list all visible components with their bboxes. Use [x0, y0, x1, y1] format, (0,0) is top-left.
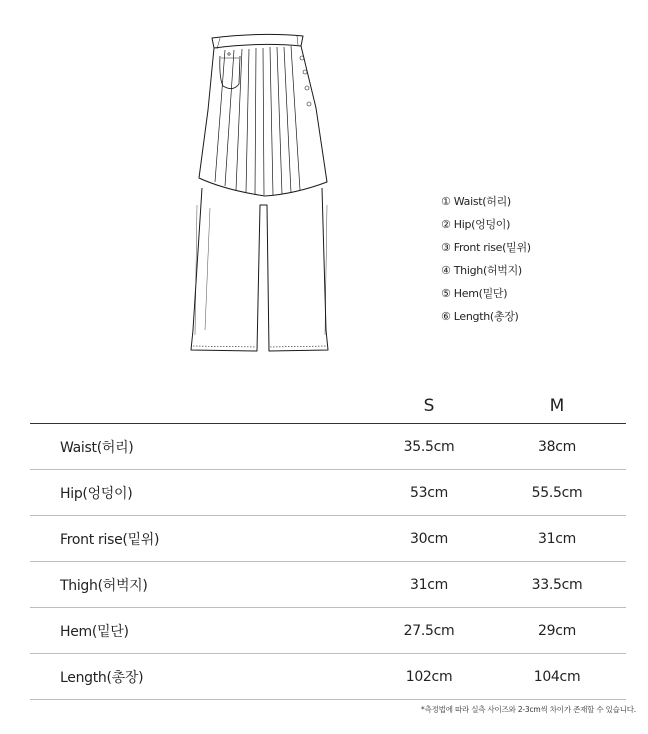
row-label: Waist(허리) [30, 424, 370, 470]
legend-item-front-rise: ③ Front rise(밑위) [441, 241, 531, 254]
table-row-hip [30, 470, 626, 516]
cell-size-s: 31cm [370, 562, 488, 608]
cell-size-m: 33.5cm [488, 562, 626, 608]
cell-size-s: 27.5cm [370, 608, 488, 654]
table-row-length [30, 654, 626, 700]
cell-size-m: 29cm [488, 608, 626, 654]
cell-size-m: 55.5cm [488, 470, 626, 516]
cell-size-s: 35.5cm [370, 424, 488, 470]
garment-sketch-icon [185, 30, 345, 360]
header-size-m: M [488, 388, 626, 424]
cell-size-m: 104cm [488, 654, 626, 700]
cell-size-s: 30cm [370, 516, 488, 562]
cell-size-m: 31cm [488, 516, 626, 562]
header-label [30, 388, 370, 424]
legend-item-hem: ⑤ Hem(밑단) [441, 287, 508, 300]
legend-item-hip: ② Hip(엉덩이) [441, 218, 511, 231]
row-label: Length(총장) [30, 654, 370, 700]
cell-size-m: 38cm [488, 424, 626, 470]
row-label: Thigh(허벅지) [30, 562, 370, 608]
table-header-row [30, 388, 626, 424]
cell-size-s: 53cm [370, 470, 488, 516]
size-chart-table [30, 388, 626, 700]
header-size-s: S [370, 388, 488, 424]
table-row-front-rise [30, 516, 626, 562]
row-label: Front rise(밑위) [30, 516, 370, 562]
measurement-legend [441, 190, 531, 328]
cell-size-s: 102cm [370, 654, 488, 700]
table-row-waist [30, 424, 626, 470]
table-row-hem [30, 608, 626, 654]
table-row-thigh [30, 562, 626, 608]
measurement-footnote: *측정법에 따라 실측 사이즈와 2-3cm씩 차이가 존재할 수 있습니다. [421, 705, 636, 714]
legend-item-thigh: ④ Thigh(허벅지) [441, 264, 522, 277]
legend-item-waist: ① Waist(허리) [441, 195, 511, 208]
row-label: Hem(밑단) [30, 608, 370, 654]
row-label: Hip(엉덩이) [30, 470, 370, 516]
legend-item-length: ⑥ Length(총장) [441, 310, 519, 323]
